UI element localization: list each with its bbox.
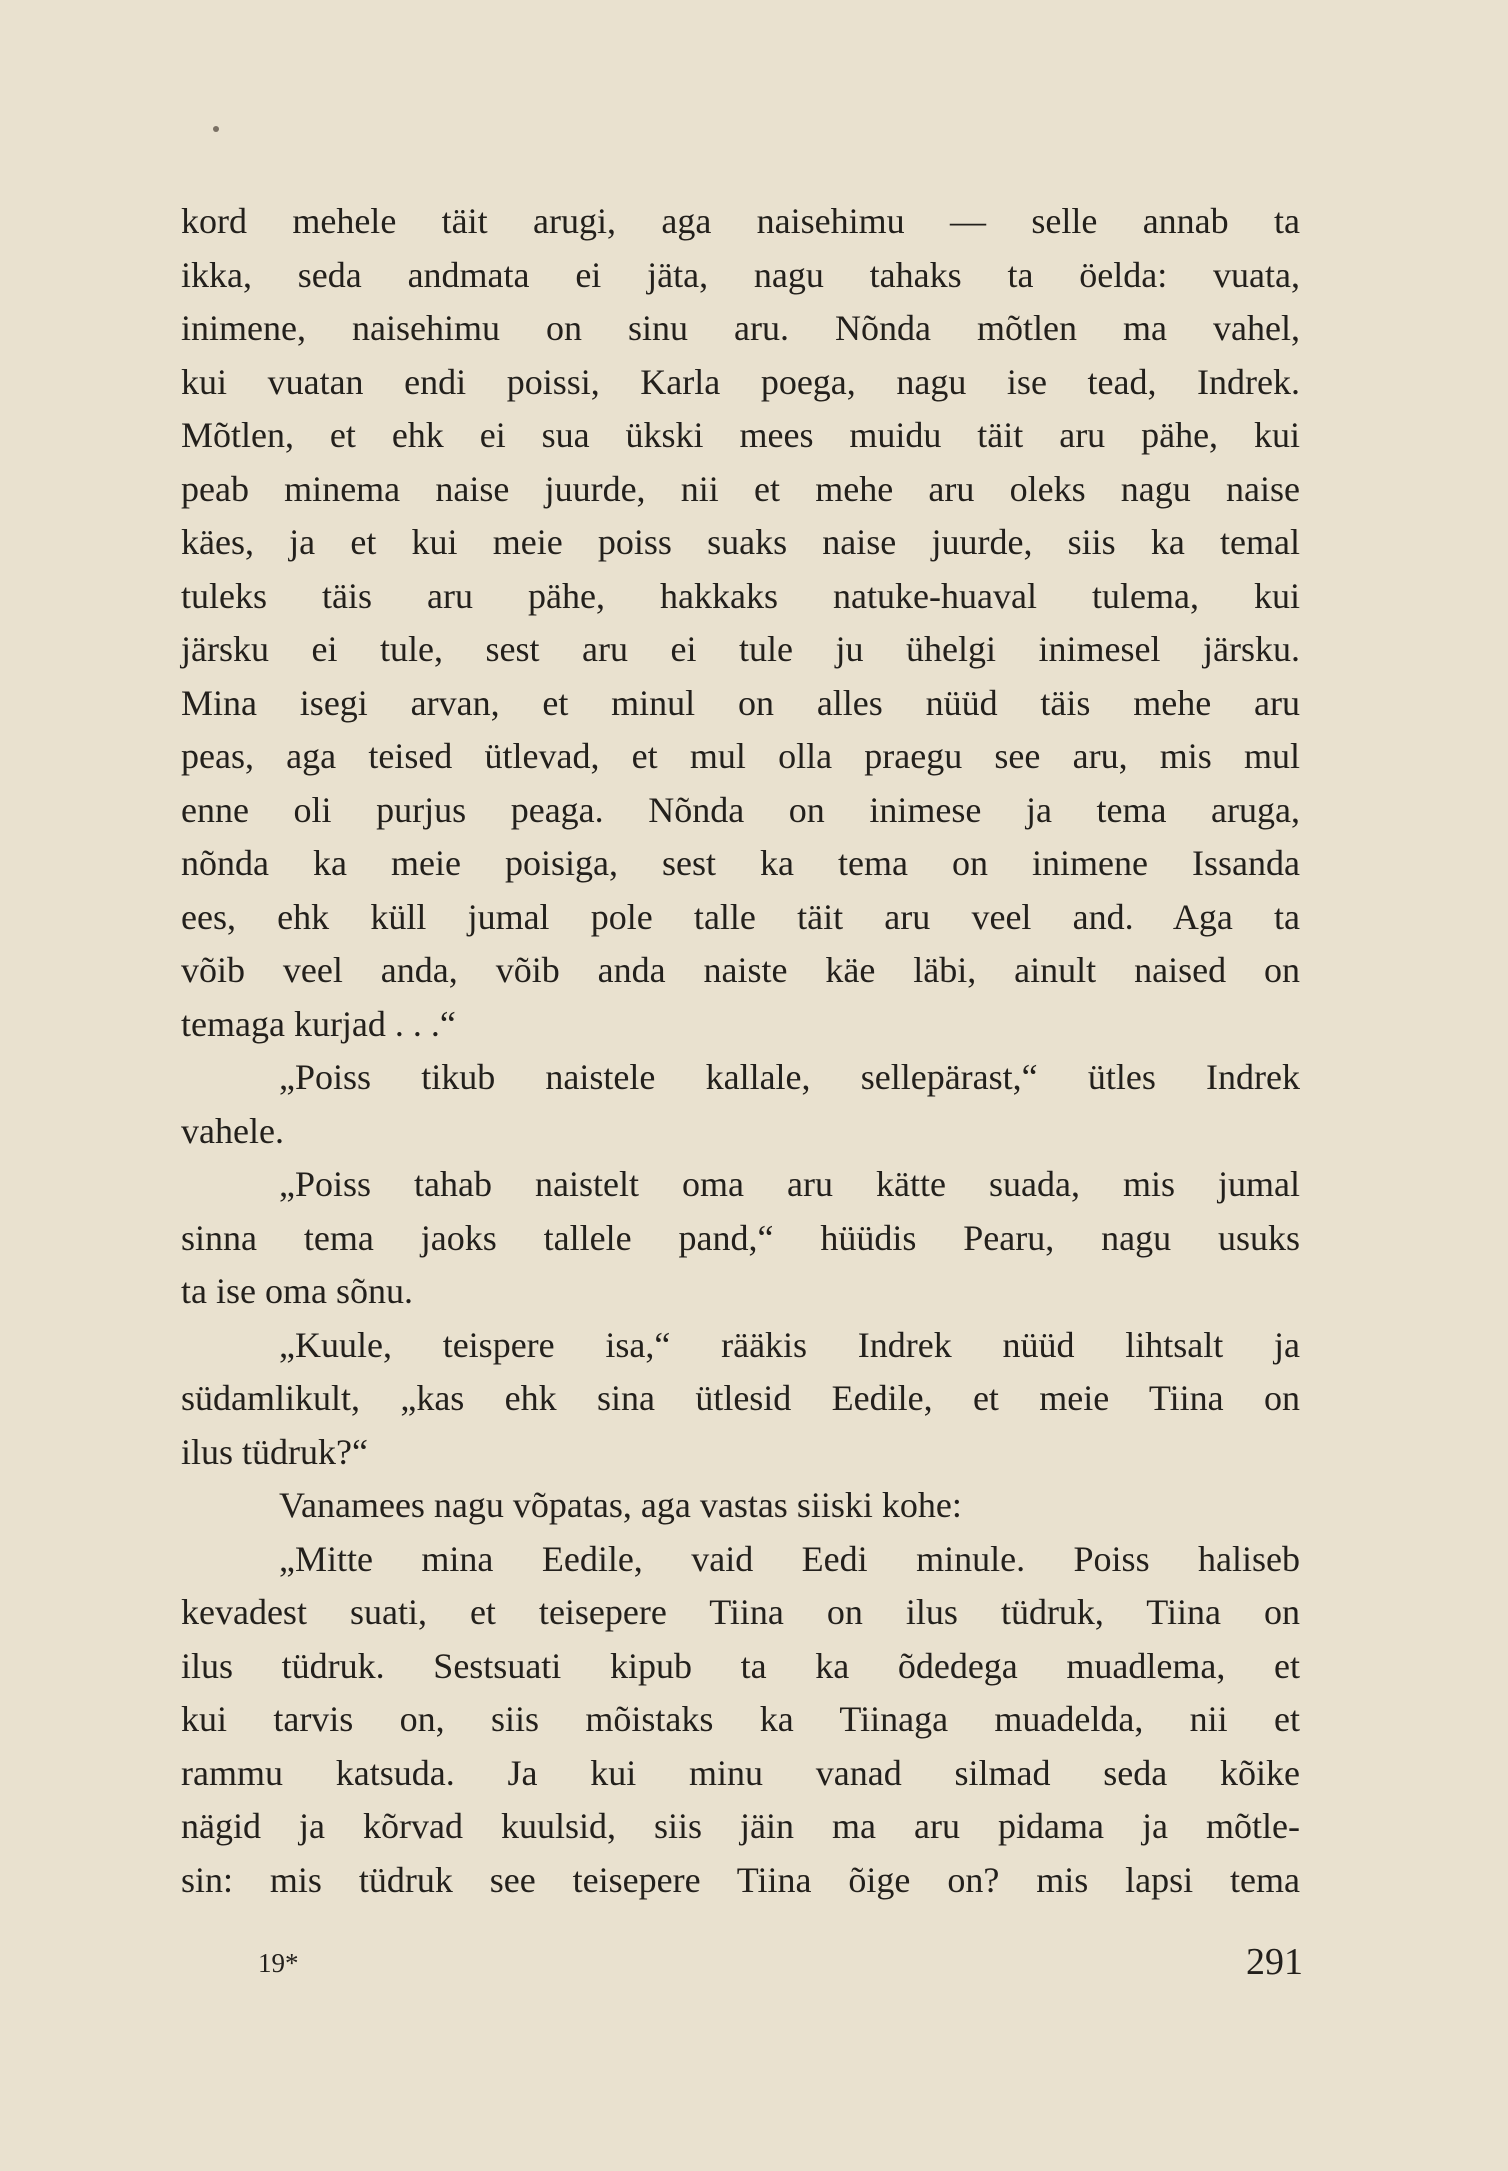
text-line: käes, ja et kui meie poiss suaks naise juurde, siis ka temal <box>181 522 1300 562</box>
text-line: võib veel anda, võib anda naiste käe läbi, ainult naised on <box>181 950 1300 990</box>
text-line: vahele. <box>181 1110 284 1151</box>
text-line: nõnda ka meie poisiga, sest ka tema on inimene Issanda <box>181 843 1300 883</box>
text-line: inimene, naisehimu on sinu aru. Nõnda mõtlen ma vahel, <box>181 308 1300 348</box>
body-text <box>181 195 1300 1907</box>
text-line: kui vuatan endi poissi, Karla poega, nagu ise tead, Indrek. <box>181 361 1300 402</box>
text-line: peas, aga teised ütlevad, et mul olla praegu see aru, mis mul <box>181 736 1300 776</box>
text-line: peab minema naise juurde, nii et mehe aru oleks nagu naise <box>181 468 1300 509</box>
text-line: „Kuule, teispere isa,“ rääkis Indrek nüüd lihtsalt ja <box>279 1324 1300 1365</box>
text-line: südamlikult, „kas ehk sina ütlesid Eedile, et meie Tiina on <box>181 1378 1300 1418</box>
text-line: kui tarvis on, siis mõistaks ka Tiinaga muadelda, nii et <box>181 1699 1300 1739</box>
text-line: ilus tüdruk. Sestsuati kipub ta ka õdedega muadlema, et <box>181 1645 1300 1686</box>
text-line: ta ise oma sõnu. <box>181 1271 413 1311</box>
text-line: Mina isegi arvan, et minul on alles nüüd täis mehe aru <box>181 682 1300 723</box>
text-line: sin: mis tüdruk see teisepere Tiina õige on? mis lapsi tema <box>181 1859 1300 1900</box>
text-line: kevadest suati, et teisepere Tiina on ilus tüdruk, Tiina on <box>181 1592 1300 1632</box>
text-line: ikka, seda andmata ei jäta, nagu tahaks ta öelda: vuata, <box>181 254 1300 295</box>
text-line: „Mitte mina Eedile, vaid Eedi minule. Poiss haliseb <box>279 1538 1300 1579</box>
text-line: enne oli purjus peaga. Nõnda on inimese ja tema aruga, <box>181 789 1300 830</box>
text-line: kord mehele täit arugi, aga naisehimu — selle annab ta <box>181 201 1300 241</box>
text-line: tuleks täis aru pähe, hakkaks natuke-huaval tulema, kui <box>181 575 1300 616</box>
text-line: „Poiss tahab naistelt oma aru kätte suada, mis jumal <box>279 1164 1300 1204</box>
text-line: temaga kurjad . . .“ <box>181 1003 456 1044</box>
page-speck <box>213 126 219 132</box>
text-line: rammu katsuda. Ja kui minu vanad silmad seda kõike <box>181 1752 1300 1793</box>
text-line: ees, ehk küll jumal pole talle täit aru veel and. Aga ta <box>181 896 1300 937</box>
text-line: Vanamees nagu võpatas, aga vastas siiski kohe: <box>279 1485 962 1525</box>
page-number: 291 <box>1246 1941 1303 1983</box>
signature-mark: 19* <box>258 1948 299 1978</box>
text-line: järsku ei tule, sest aru ei tule ju ühelgi inimesel järsku. <box>181 629 1300 669</box>
text-line: „Poiss tikub naistele kallale, sellepärast,“ ütles Indrek <box>279 1057 1300 1097</box>
text-line: nägid ja kõrvad kuulsid, siis jäin ma aru pidama ja mõtle- <box>181 1806 1300 1846</box>
text-line: sinna tema jaoks tallele pand,“ hüüdis Pearu, nagu usuks <box>181 1217 1300 1258</box>
text-line: ilus tüdruk?“ <box>181 1431 368 1472</box>
text-line: Mõtlen, et ehk ei sua ükski mees muidu täit aru pähe, kui <box>181 415 1300 455</box>
